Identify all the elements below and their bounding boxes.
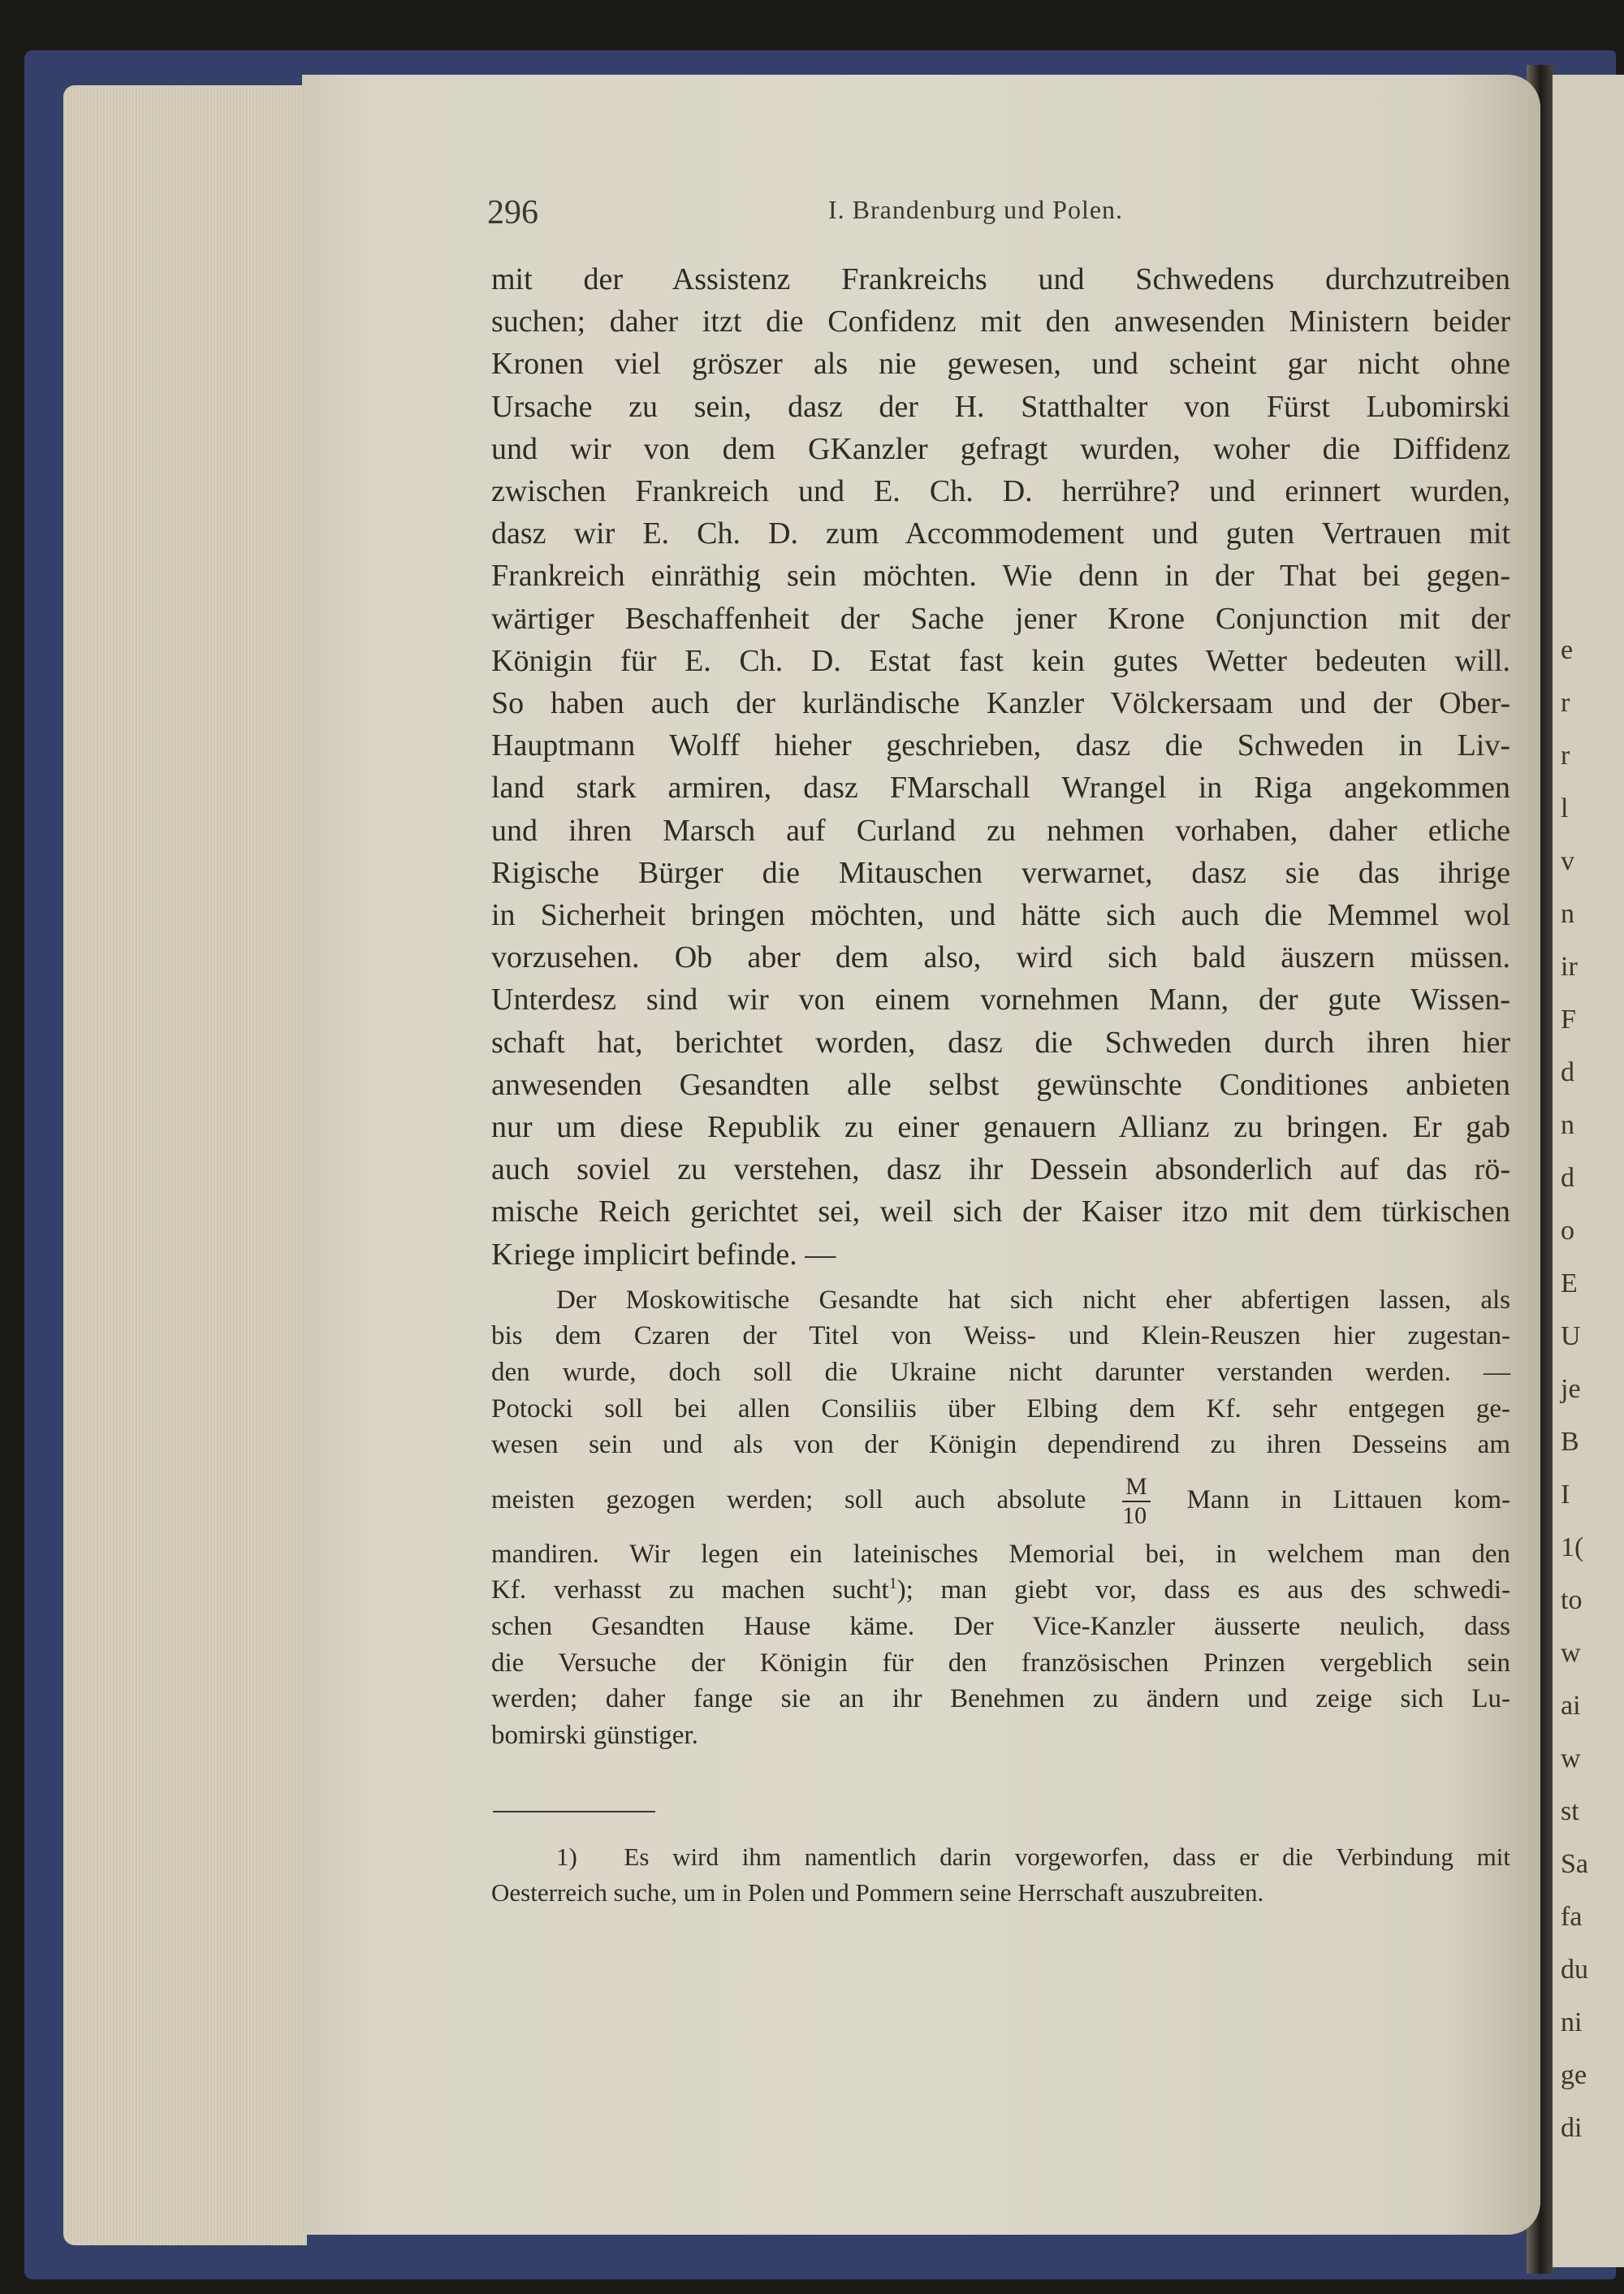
- facing-page-fragment: o: [1561, 1216, 1574, 1246]
- facing-page-fragment: r: [1561, 688, 1570, 718]
- fraction-denominator: 10: [1122, 1502, 1147, 1530]
- page-number: 296: [487, 194, 538, 231]
- facing-page-fragment: U: [1561, 1321, 1581, 1351]
- line-text: den wurde, doch soll die Ukraine nicht darunter verstanden werden. —: [491, 1358, 1510, 1388]
- facing-page-fragment: fa: [1561, 1902, 1583, 1932]
- facing-page-fragment: to: [1561, 1585, 1583, 1615]
- footnote-marker: 1): [556, 1843, 577, 1871]
- text-line: [491, 1064, 1510, 1106]
- text-line: [491, 1233, 1510, 1276]
- line-text: Kf. verhasst zu machen sucht: [491, 1575, 889, 1605]
- line-text: wesen sein und als von der Königin dependirend zu ihren Desseins am: [491, 1430, 1510, 1460]
- line-text: Potocki soll bei allen Consiliis über Elbing dem Kf. sehr entgegen ge-: [491, 1393, 1510, 1423]
- facing-page-fragment: l: [1561, 793, 1569, 823]
- facing-page-fragment: du: [1561, 1955, 1588, 1985]
- footnote-rule: [493, 1811, 655, 1812]
- footnote-line: [491, 1839, 1510, 1875]
- second-paragraph: [491, 1282, 1510, 1754]
- facing-page-fragment: B: [1561, 1427, 1579, 1457]
- text-line: [491, 343, 1510, 385]
- text-line: [491, 1572, 1510, 1609]
- line-text: und wir von dem GKanzler gefragt wurden, woher die Diffidenz: [491, 431, 1510, 466]
- text-line: [491, 470, 1510, 512]
- facing-page-fragment: w: [1561, 1743, 1581, 1773]
- facing-page-fragment: je: [1561, 1374, 1581, 1404]
- line-text: Unterdesz sind wir von einem vornehmen Mann, der gute Wissen-: [491, 983, 1510, 1017]
- text-line: [491, 1609, 1510, 1645]
- facing-page-fragment: v: [1561, 846, 1574, 876]
- line-text: Hauptmann Wolff hieher geschrieben, dasz die Schweden in Liv-: [491, 728, 1510, 763]
- facing-page-fragment: ni: [1561, 2007, 1583, 2037]
- line-text: suchen; daher itzt die Confidenz mit den anwesenden Ministern beider: [491, 305, 1510, 339]
- text-line: [491, 1645, 1510, 1682]
- text-line: [491, 598, 1510, 640]
- line-text: schaft hat, berichtet worden, dasz die Schweden durch ihren hier: [491, 1025, 1510, 1060]
- text-line: [491, 936, 1510, 979]
- page-edges: [63, 85, 307, 2245]
- line-text: So haben auch der kurländische Kanzler Völckersaam und der Ober-: [491, 686, 1510, 721]
- facing-page-fragment: ge: [1561, 2060, 1587, 2090]
- running-title: I. Brandenburg und Polen.: [828, 195, 1124, 224]
- fraction-numerator: M: [1122, 1473, 1151, 1502]
- line-text: vorzusehen. Ob aber dem also, wird sich bald äuszern müssen.: [491, 940, 1510, 975]
- text-line: [491, 1427, 1510, 1463]
- text-line: [491, 724, 1510, 767]
- facing-page-fragment: d: [1561, 1057, 1574, 1087]
- facing-page-fragment: Sa: [1561, 1849, 1588, 1879]
- facing-page-fragment: ir: [1561, 952, 1578, 982]
- line-text: Kronen viel gröszer als nie gewesen, und scheint gar nicht ohne: [491, 347, 1510, 382]
- fraction-after: Mann in Littauen kom-: [1186, 1484, 1511, 1514]
- line-text: werden; daher fange sie an ihr Benehmen zu ändern und zeige sich Lu-: [491, 1684, 1510, 1714]
- line-text: bomirski günstiger.: [491, 1720, 698, 1750]
- line-text: ); man giebt vor, dass es aus des schwedi-: [896, 1575, 1510, 1605]
- line-text: Rigische Bürger die Mitauschen verwarnet, dasz sie das ihrige: [491, 855, 1510, 890]
- line-text: Der Moskowitische Gesandte hat sich nicht eher abfertigen lassen, als: [556, 1285, 1510, 1315]
- text-line: [491, 894, 1510, 936]
- text-line: [491, 1106, 1510, 1148]
- facing-page-fragment: I: [1561, 1480, 1570, 1510]
- facing-page-fragment: w: [1561, 1638, 1581, 1668]
- text-line: [491, 1354, 1510, 1391]
- line-text: Es wird ihm namentlich darin vorgeworfen, dass er die Verbindung mit: [624, 1843, 1510, 1871]
- text-line: [491, 767, 1510, 809]
- text-line: [491, 1717, 1510, 1754]
- text-line: [491, 1391, 1510, 1428]
- fraction: [1122, 1473, 1151, 1530]
- facing-page-fragment: ai: [1561, 1691, 1581, 1721]
- body-text: [491, 258, 1510, 1753]
- line-text: mit der Assistenz Frankreichs und Schwedens durchzutreiben: [491, 262, 1510, 296]
- text-line: [491, 428, 1510, 470]
- facing-page-fragment: n: [1561, 1110, 1574, 1140]
- line-text: Oesterreich suche, um in Polen und Pommern seine Herrschaft auszubreiten.: [491, 1878, 1264, 1907]
- facing-page-fragment: F: [1561, 1004, 1576, 1035]
- footnote-line: [491, 1875, 1510, 1911]
- text-line-fraction: [491, 1463, 1510, 1536]
- line-text: und ihren Marsch auf Curland zu nehmen vorhaben, daher etliche: [491, 813, 1510, 848]
- text-line: [491, 555, 1510, 597]
- line-text: mische Reich gerichtet sei, weil sich der Kaiser itzo mit dem türkischen: [491, 1195, 1510, 1229]
- line-text: zwischen Frankreich und E. Ch. D. herrühre? und erinnert wurden,: [491, 474, 1510, 509]
- line-text: die Versuche der Königin für den französischen Prinzen vergeblich sein: [491, 1648, 1510, 1678]
- main-paragraph: [491, 258, 1510, 1276]
- text-line: [491, 1282, 1510, 1319]
- line-text: wärtiger Beschaffenheit der Sache jener Krone Conjunction mit der: [491, 601, 1510, 636]
- line-text: Königin für E. Ch. D. Estat fast kein gutes Wetter bedeuten will.: [491, 643, 1510, 678]
- facing-page-fragment: E: [1561, 1268, 1578, 1298]
- text-line: [491, 1536, 1510, 1573]
- text-line: [491, 640, 1510, 682]
- text-line: [491, 512, 1510, 555]
- facing-page-fragment: r: [1561, 741, 1570, 771]
- line-text: dasz wir E. Ch. D. zum Accommodement und guten Vertrauen mit: [491, 516, 1510, 551]
- facing-page-fragment: e: [1561, 635, 1574, 665]
- text-line: [491, 852, 1510, 894]
- facing-page-fragment: 1(: [1561, 1532, 1584, 1562]
- text-line: [491, 682, 1510, 724]
- facing-page-fragment: di: [1561, 2113, 1583, 2143]
- line-text: auch soviel zu verstehen, dasz ihr Dessein absonderlich auf das rö-: [491, 1152, 1510, 1187]
- text-line: [491, 1681, 1510, 1717]
- fraction-before: meisten gezogen werden; soll auch absolute: [491, 1484, 1086, 1514]
- facing-page-fragment: n: [1561, 899, 1574, 929]
- text-line: [491, 300, 1510, 343]
- footnote-reference: 1: [888, 1575, 897, 1593]
- line-text: mandiren. Wir legen ein lateinisches Memorial bei, in welchem man den: [491, 1539, 1510, 1569]
- line-text: anwesenden Gesandten alle selbst gewünschte Conditiones anbieten: [491, 1067, 1510, 1102]
- text-line: [491, 979, 1510, 1021]
- text-line: [491, 1022, 1510, 1064]
- footnote: [491, 1839, 1510, 1911]
- line-text: Frankreich einräthig sein möchten. Wie denn in der That bei gegen-: [491, 559, 1510, 594]
- line-text: Kriege implicirt befinde. —: [491, 1237, 836, 1272]
- line-text: bis dem Czaren der Titel von Weiss- und Klein-Reuszen hier zugestan-: [491, 1321, 1510, 1351]
- line-text: in Sicherheit bringen möchten, und hätte sich auch die Memmel wol: [491, 898, 1510, 933]
- facing-page: [1553, 75, 1624, 2267]
- line-text: land stark armiren, dasz FMarschall Wrangel in Riga angekommen: [491, 771, 1510, 806]
- text-line: [491, 1318, 1510, 1354]
- line-text: nur um diese Republik zu einer genauern Allianz zu bringen. Er gab: [491, 1110, 1510, 1145]
- facing-page-fragment: st: [1561, 1796, 1579, 1826]
- text-line: [491, 1148, 1510, 1190]
- text-line: [491, 386, 1510, 428]
- text-line: [491, 810, 1510, 852]
- text-line: [491, 258, 1510, 300]
- facing-page-fragment: d: [1561, 1163, 1574, 1193]
- line-text: schen Gesandten Hause käme. Der Vice-Kanzler äusserte neulich, dass: [491, 1612, 1510, 1642]
- running-header: [487, 193, 1543, 234]
- text-line: [491, 1190, 1510, 1233]
- line-text: Ursache zu sein, dasz der H. Statthalter von Fürst Lubomirski: [491, 389, 1510, 424]
